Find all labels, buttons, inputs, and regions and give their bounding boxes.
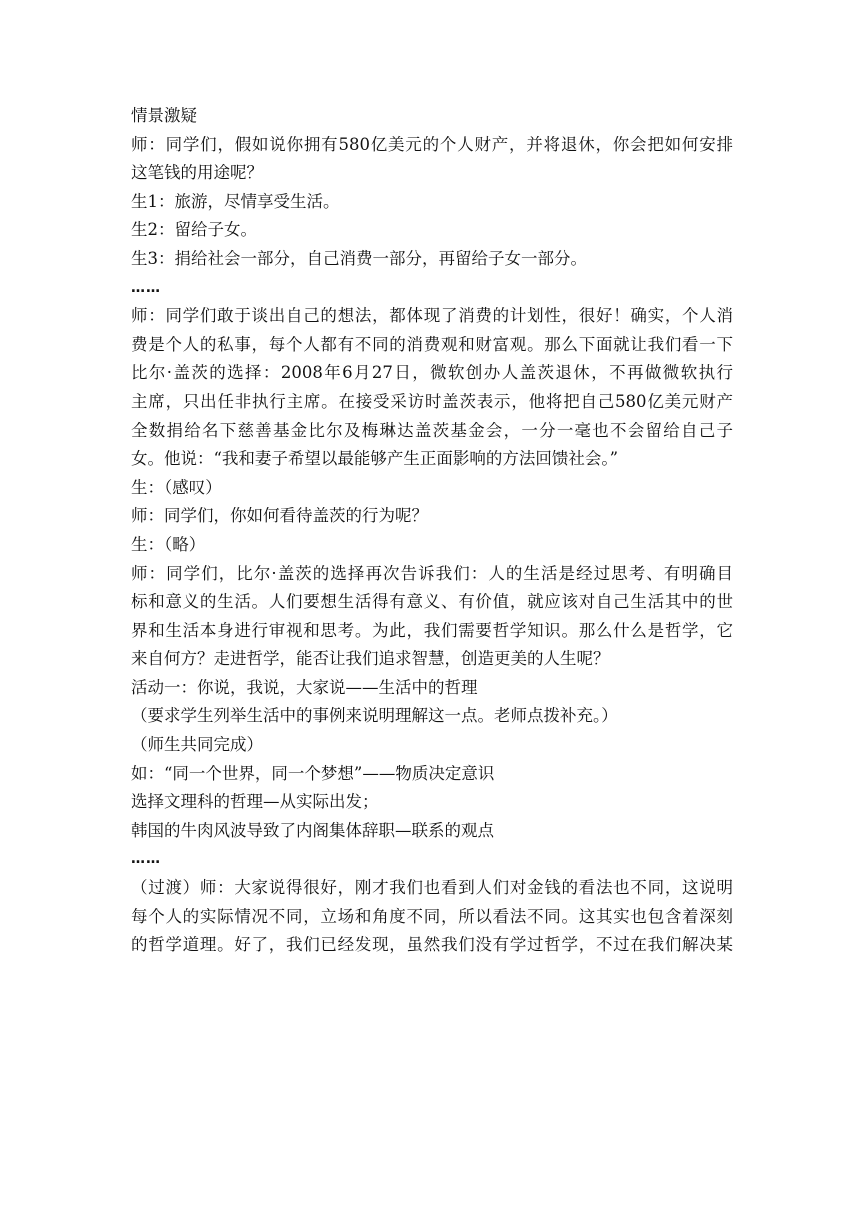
paragraph-line: （要求学生列举生活中的事例来说明理解这一点。老师点拨补充。） <box>131 706 618 726</box>
ellipsis-line: …… <box>131 851 161 868</box>
paragraph-line: 标和意义的生活。人们要想生活得有意义、有价值，就应该对自己生活其中的世 <box>131 592 733 612</box>
paragraph-line: 师：同学们，比尔·盖茨的选择再次告诉我们：人的生活是经过思考、有明确目 <box>131 563 733 583</box>
paragraph-line: 选择文理科的哲理—从实际出发； <box>131 792 379 812</box>
paragraph-line: 比尔·盖茨的选择：2008年6月27日，微软创办人盖茨退休，不再做微软执行 <box>131 363 733 383</box>
paragraph-line: 的哲学道理。好了，我们已经发现，虽然我们没有学过哲学，不过在我们解决某 <box>131 935 733 955</box>
paragraph-line: 生1：旅游，尽情享受生活。 <box>131 191 340 211</box>
activity-heading: 活动一：你说，我说，大家说——生活中的哲理 <box>131 677 478 697</box>
paragraph-line: 韩国的牛肉风波导致了内阁集体辞职—联系的观点 <box>131 820 494 840</box>
document-body <box>131 102 733 960</box>
paragraph-line: 如：“同一个世界，同一个梦想”——物质决定意识 <box>131 763 495 783</box>
paragraph-line: 生2：留给子女。 <box>131 220 257 240</box>
paragraph-line: 生3：捐给社会一部分，自己消费一部分，再留给子女一部分。 <box>131 248 587 268</box>
paragraph-line: 师：同学们，你如何看待盖茨的行为呢？ <box>131 506 428 526</box>
paragraph-line: 女。他说：“我和妻子希望以最能够产生正面影响的方法回馈社会。” <box>131 449 619 469</box>
paragraph-line: （师生共同完成） <box>131 735 263 755</box>
paragraph-line: （过渡）师：大家说得很好，刚才我们也看到人们对金钱的看法也不同，这说明 <box>131 878 733 898</box>
paragraph-line: 界和生活本身进行审视和思考。为此，我们需要哲学知识。那么什么是哲学，它 <box>131 620 733 640</box>
paragraph-line: 师：同学们敢于谈出自己的想法，都体现了消费的计划性，很好！确实，个人消 <box>131 306 733 326</box>
paragraph-line: 主席，只出任非执行主席。在接受采访时盖茨表示，他将把自己580亿美元财产 <box>131 391 733 411</box>
heading-scenario: 情景激疑 <box>131 106 197 125</box>
paragraph-line: 来自何方？走进哲学，能否让我们追求智慧，创造更美的人生呢？ <box>131 649 610 669</box>
paragraph-line: 师：同学们，假如说你拥有580亿美元的个人财产，并将退休，你会把如何安排 <box>131 134 733 154</box>
paragraph-line: 生：（略） <box>131 534 206 554</box>
paragraph-line: 这笔钱的用途呢？ <box>131 163 263 183</box>
paragraph-line: 每个人的实际情况不同，立场和角度不同，所以看法不同。这其实也包含着深刻 <box>131 906 733 926</box>
paragraph-line: 生：（感叹） <box>131 477 222 497</box>
paragraph-line: 费是个人的私事，每个人都有不同的消费观和财富观。那么下面就让我们看一下 <box>131 334 733 354</box>
paragraph-line: 全数捐给名下慈善基金比尔及梅琳达盖茨基金会，一分一毫也不会留给自己子 <box>131 420 733 440</box>
ellipsis-line: …… <box>131 279 161 296</box>
